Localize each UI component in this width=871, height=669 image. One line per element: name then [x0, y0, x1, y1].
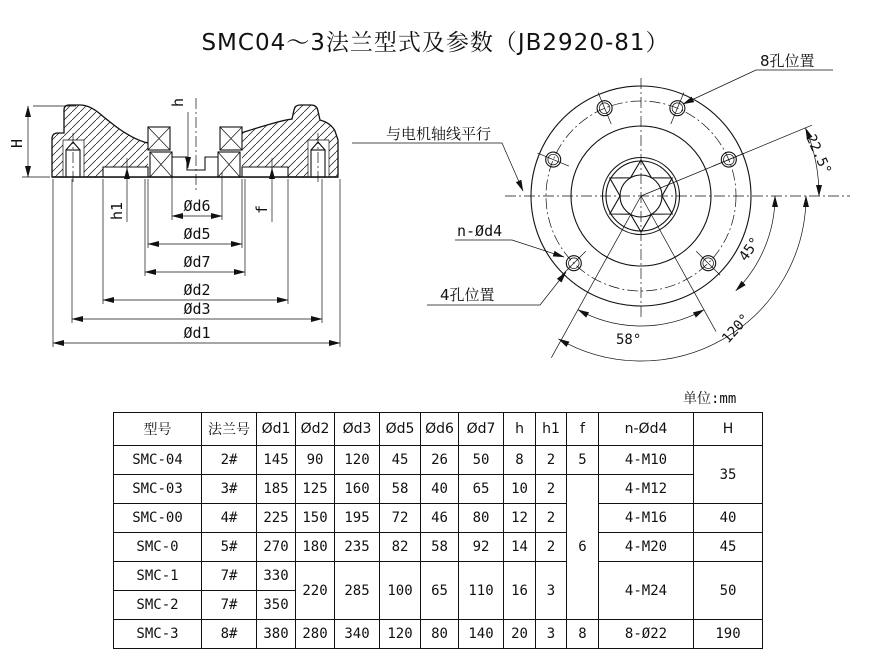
cell-d7: 92 — [459, 533, 504, 562]
col-f: f — [567, 413, 599, 446]
cell-h: 10 — [504, 475, 536, 504]
table-row — [114, 446, 763, 475]
cell-nd4: 8-Ø22 — [599, 620, 694, 649]
col-d7: Ød7 — [459, 413, 504, 446]
cell-d7: 50 — [459, 446, 504, 475]
radial-lines — [551, 125, 812, 358]
cell-d3-merged: 285 — [335, 562, 380, 620]
cell-h1: 2 — [536, 446, 567, 475]
cell-model: SMC-0 — [114, 533, 202, 562]
cell-model: SMC-2 — [114, 591, 202, 620]
cell-d1: 330 — [257, 562, 296, 591]
table-row — [114, 504, 763, 533]
cell-d7-merged: 110 — [459, 562, 504, 620]
col-H: H — [694, 413, 763, 446]
table-header-row — [114, 413, 763, 446]
cell-d5: 120 — [380, 620, 421, 649]
dim-d7-label: Ød7 — [183, 253, 211, 271]
eight-hole-label: 8孔位置 — [760, 52, 815, 70]
cell-d2-merged: 220 — [296, 562, 335, 620]
cell-d5: 58 — [380, 475, 421, 504]
dim-d5-label: Ød5 — [183, 225, 211, 243]
cell-d1: 185 — [257, 475, 296, 504]
dim-h-label: h — [169, 97, 187, 107]
cell-nd4-merged: 4-M24 — [599, 562, 694, 620]
angle-22-5-label: 22.5° — [802, 132, 835, 178]
cell-f: 8 — [567, 620, 599, 649]
cell-flange: 2# — [202, 446, 257, 475]
cell-model: SMC-03 — [114, 475, 202, 504]
dim-d3-label: Ød3 — [183, 300, 211, 318]
dim-H-label: H — [8, 138, 26, 148]
cell-d6: 40 — [421, 475, 459, 504]
cell-d6: 26 — [421, 446, 459, 475]
col-flange: 法兰号 — [202, 413, 257, 446]
cell-d3: 120 — [335, 446, 380, 475]
cell-flange: 8# — [202, 620, 257, 649]
cell-d5-merged: 100 — [380, 562, 421, 620]
four-hole-label: 4孔位置 — [440, 286, 495, 304]
cell-d7: 65 — [459, 475, 504, 504]
table-row — [114, 562, 763, 591]
table-row — [114, 475, 763, 504]
cell-h: 20 — [504, 620, 536, 649]
cell-d7: 140 — [459, 620, 504, 649]
cell-d1: 145 — [257, 446, 296, 475]
cell-H-merged: 50 — [694, 562, 763, 620]
cell-flange: 7# — [202, 591, 257, 620]
cell-h1: 2 — [536, 504, 567, 533]
cell-nd4: 4-M20 — [599, 533, 694, 562]
cell-d3: 160 — [335, 475, 380, 504]
table-row — [114, 620, 763, 649]
cell-flange: 7# — [202, 562, 257, 591]
flange-section-view — [8, 98, 340, 347]
col-d1: Ød1 — [257, 413, 296, 446]
col-d5: Ød5 — [380, 413, 421, 446]
cell-d7: 80 — [459, 504, 504, 533]
cell-h-merged: 16 — [504, 562, 536, 620]
cell-d3: 340 — [335, 620, 380, 649]
cell-d5: 82 — [380, 533, 421, 562]
cell-H-merged: 35 — [694, 446, 763, 504]
cell-model: SMC-04 — [114, 446, 202, 475]
col-d2: Ød2 — [296, 413, 335, 446]
angle-58-label: 58° — [616, 332, 642, 348]
dim-h1-label: h1 — [108, 201, 126, 220]
dim-f-label: f — [253, 204, 271, 214]
cell-d6-merged: 65 — [421, 562, 459, 620]
cell-d2: 180 — [296, 533, 335, 562]
cell-nd4: 4-M12 — [599, 475, 694, 504]
table-row — [114, 533, 763, 562]
cell-d5: 72 — [380, 504, 421, 533]
cell-d2: 280 — [296, 620, 335, 649]
diameter-dimensions — [53, 197, 340, 343]
cell-h1: 2 — [536, 475, 567, 504]
cell-nd4: 4-M10 — [599, 446, 694, 475]
parallel-axis-label: 与电机轴线平行 — [386, 125, 492, 143]
cell-d6: 46 — [421, 504, 459, 533]
cell-d3: 195 — [335, 504, 380, 533]
cell-flange: 5# — [202, 533, 257, 562]
parameter-table — [113, 412, 763, 649]
dim-d1-label: Ød1 — [183, 324, 211, 342]
cell-flange: 3# — [202, 475, 257, 504]
cell-flange: 4# — [202, 504, 257, 533]
cell-model: SMC-3 — [114, 620, 202, 649]
callouts — [352, 52, 833, 305]
cell-d1: 225 — [257, 504, 296, 533]
col-model: 型号 — [114, 413, 202, 446]
cell-H: 40 — [694, 504, 763, 533]
col-h: h — [504, 413, 536, 446]
cell-h1: 3 — [536, 620, 567, 649]
flange-front-view — [352, 52, 850, 361]
cell-h: 14 — [504, 533, 536, 562]
cell-f-merged: 6 — [567, 475, 599, 620]
cell-d3: 235 — [335, 533, 380, 562]
unit-label: 单位:mm — [683, 391, 737, 407]
dim-d6-label: Ød6 — [183, 197, 211, 215]
cell-model: SMC-1 — [114, 562, 202, 591]
cell-h: 12 — [504, 504, 536, 533]
cell-d2: 90 — [296, 446, 335, 475]
cell-d6: 80 — [421, 620, 459, 649]
n-d4-label: n-Ød4 — [457, 222, 503, 240]
col-d6: Ød6 — [421, 413, 459, 446]
cell-h: 8 — [504, 446, 536, 475]
col-h1: h1 — [536, 413, 567, 446]
cell-d2: 125 — [296, 475, 335, 504]
cell-d6: 58 — [421, 533, 459, 562]
cell-H: 190 — [694, 620, 763, 649]
cell-f: 5 — [567, 446, 599, 475]
cell-d5: 45 — [380, 446, 421, 475]
angle-45-label: 45° — [736, 234, 764, 265]
cell-d2: 150 — [296, 504, 335, 533]
cell-h1: 2 — [536, 533, 567, 562]
cell-model: SMC-00 — [114, 504, 202, 533]
page-title: SMC04～3法兰型式及参数（JB2920-81） — [201, 30, 670, 56]
cell-d1: 380 — [257, 620, 296, 649]
dim-d2-label: Ød2 — [183, 281, 211, 299]
cell-nd4: 4-M16 — [599, 504, 694, 533]
cell-d1: 270 — [257, 533, 296, 562]
cell-h1-merged: 3 — [536, 562, 567, 620]
angle-120-label: 120° — [719, 310, 754, 347]
cell-H: 45 — [694, 533, 763, 562]
angle-dimensions — [559, 128, 835, 361]
col-d3: Ød3 — [335, 413, 380, 446]
col-nd4: n-Ød4 — [599, 413, 694, 446]
cell-d1: 350 — [257, 591, 296, 620]
